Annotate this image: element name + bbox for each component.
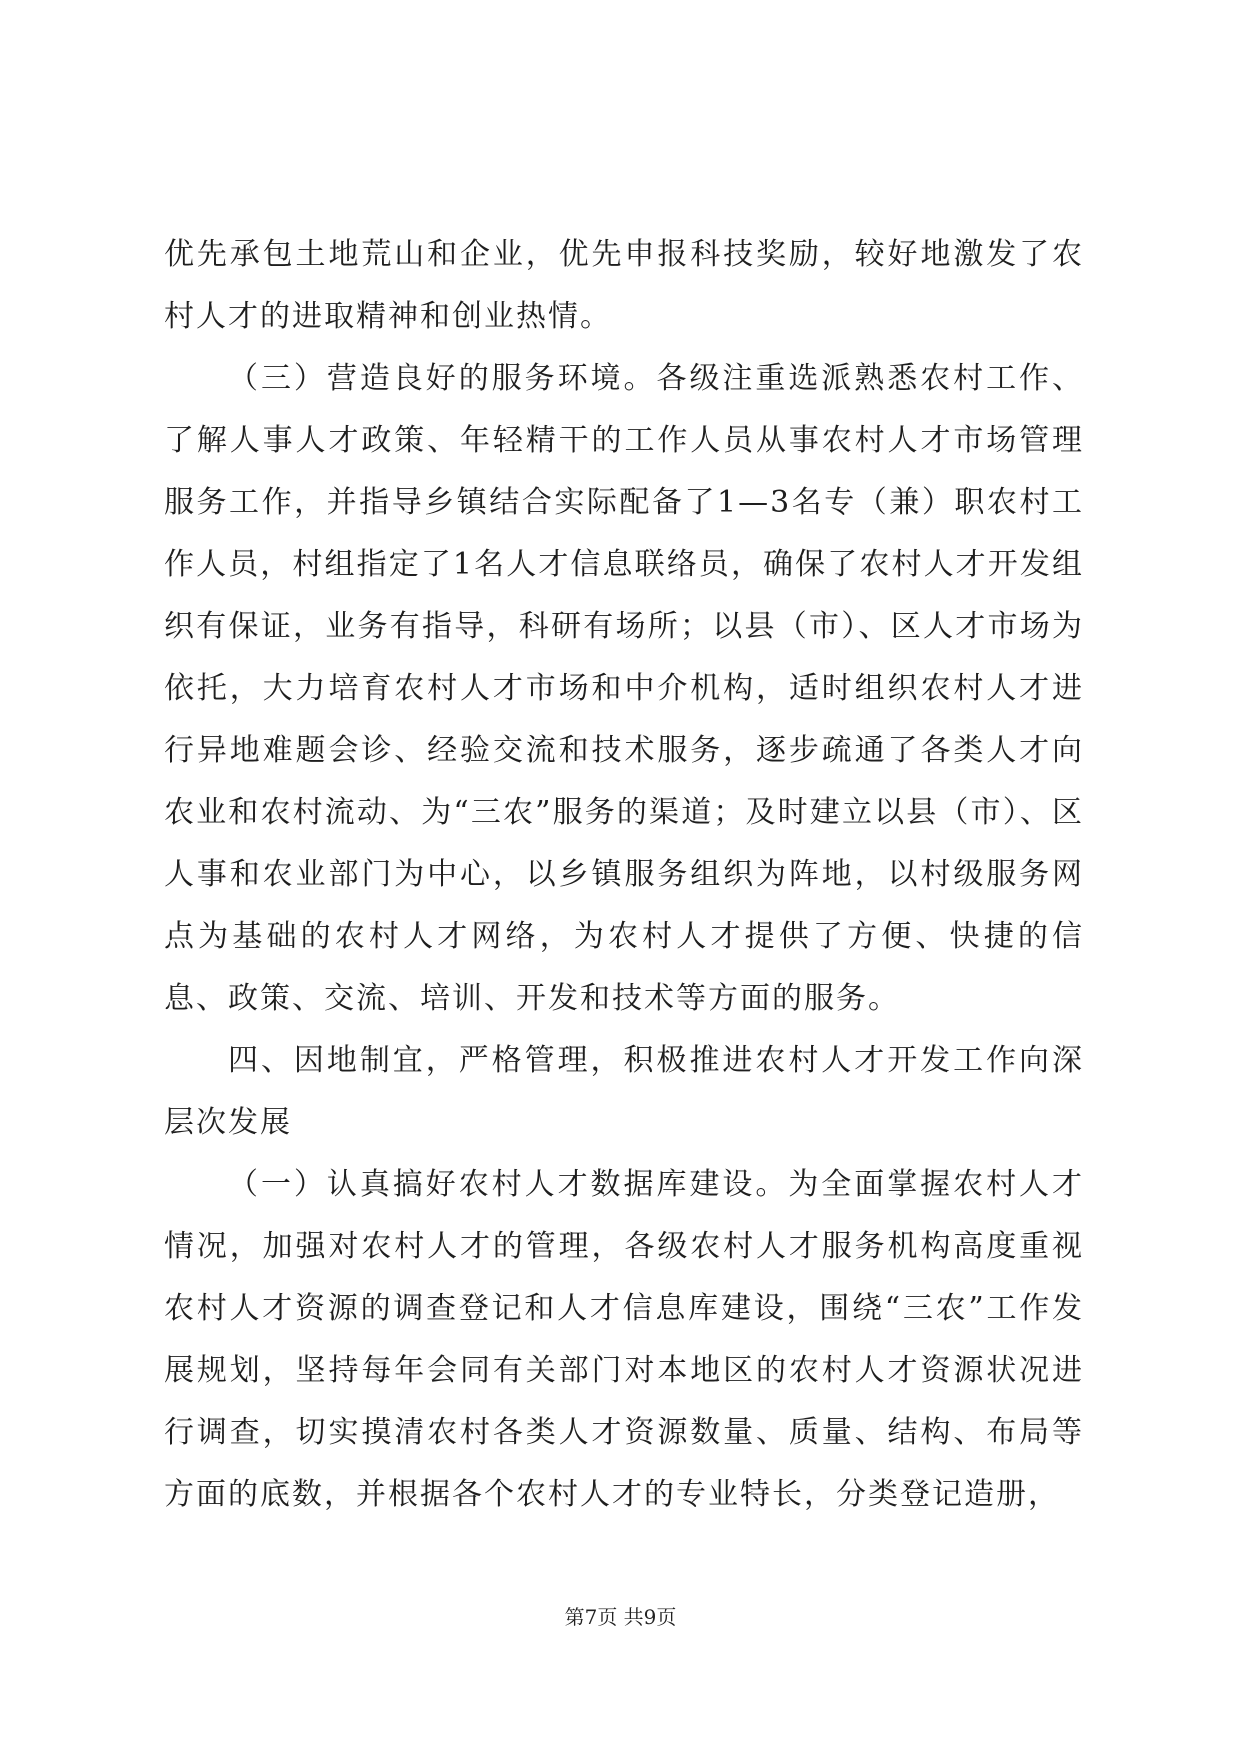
- page-footer: 第7页 共9页: [564, 1605, 677, 1629]
- section-heading-four: 四、因地制宜，严格管理，积极推进农村人才开发工作向深层次发展: [164, 1043, 1084, 1140]
- paragraph-continuation: 优先承包土地荒山和企业，优先申报科技奖励，较好地激发了农村人才的进取精神和创业热情。: [164, 237, 1084, 334]
- document-body: [164, 224, 1084, 1526]
- paragraph-service-environment: （三）营造良好的服务环境。各级注重选派熟悉农村工作、了解人事人才政策、年轻精干的工作人员从事农村人才市场管理服务工作，并指导乡镇结合实际配备了1—3名专（兼）职农村工作人员，村组指定了1名人才信息联络员，确保了农村人才开发组织有保证，业务有指导，科研有场所；以县（市）、区人才市场为依托，大力培育农村人才市场和中介机构，适时组织农村人才进行异地难题会诊、经验交流和技术服务，逐步疏通了各类人才向农业和农村流动、为“三农”服务的渠道；及时建立以县（市）、区人事和农业部门为中心，以乡镇服务组织为阵地，以村级服务网点为基础的农村人才网络，为农村人才提供了方便、快捷的信息、政策、交流、培训、开发和技术等方面的服务。: [164, 361, 1084, 1016]
- paragraph-database-construction: （一）认真搞好农村人才数据库建设。为全面掌握农村人才情况，加强对农村人才的管理，各级农村人才服务机构高度重视农村人才资源的调查登记和人才信息库建设，围绕“三农”工作发展规划，坚持每年会同有关部门对本地区的农村人才资源状况进行调查，切实摸清农村各类人才资源数量、质量、结构、布局等方面的底数，并根据各个农村人才的专业特长，分类登记造册，: [164, 1167, 1084, 1512]
